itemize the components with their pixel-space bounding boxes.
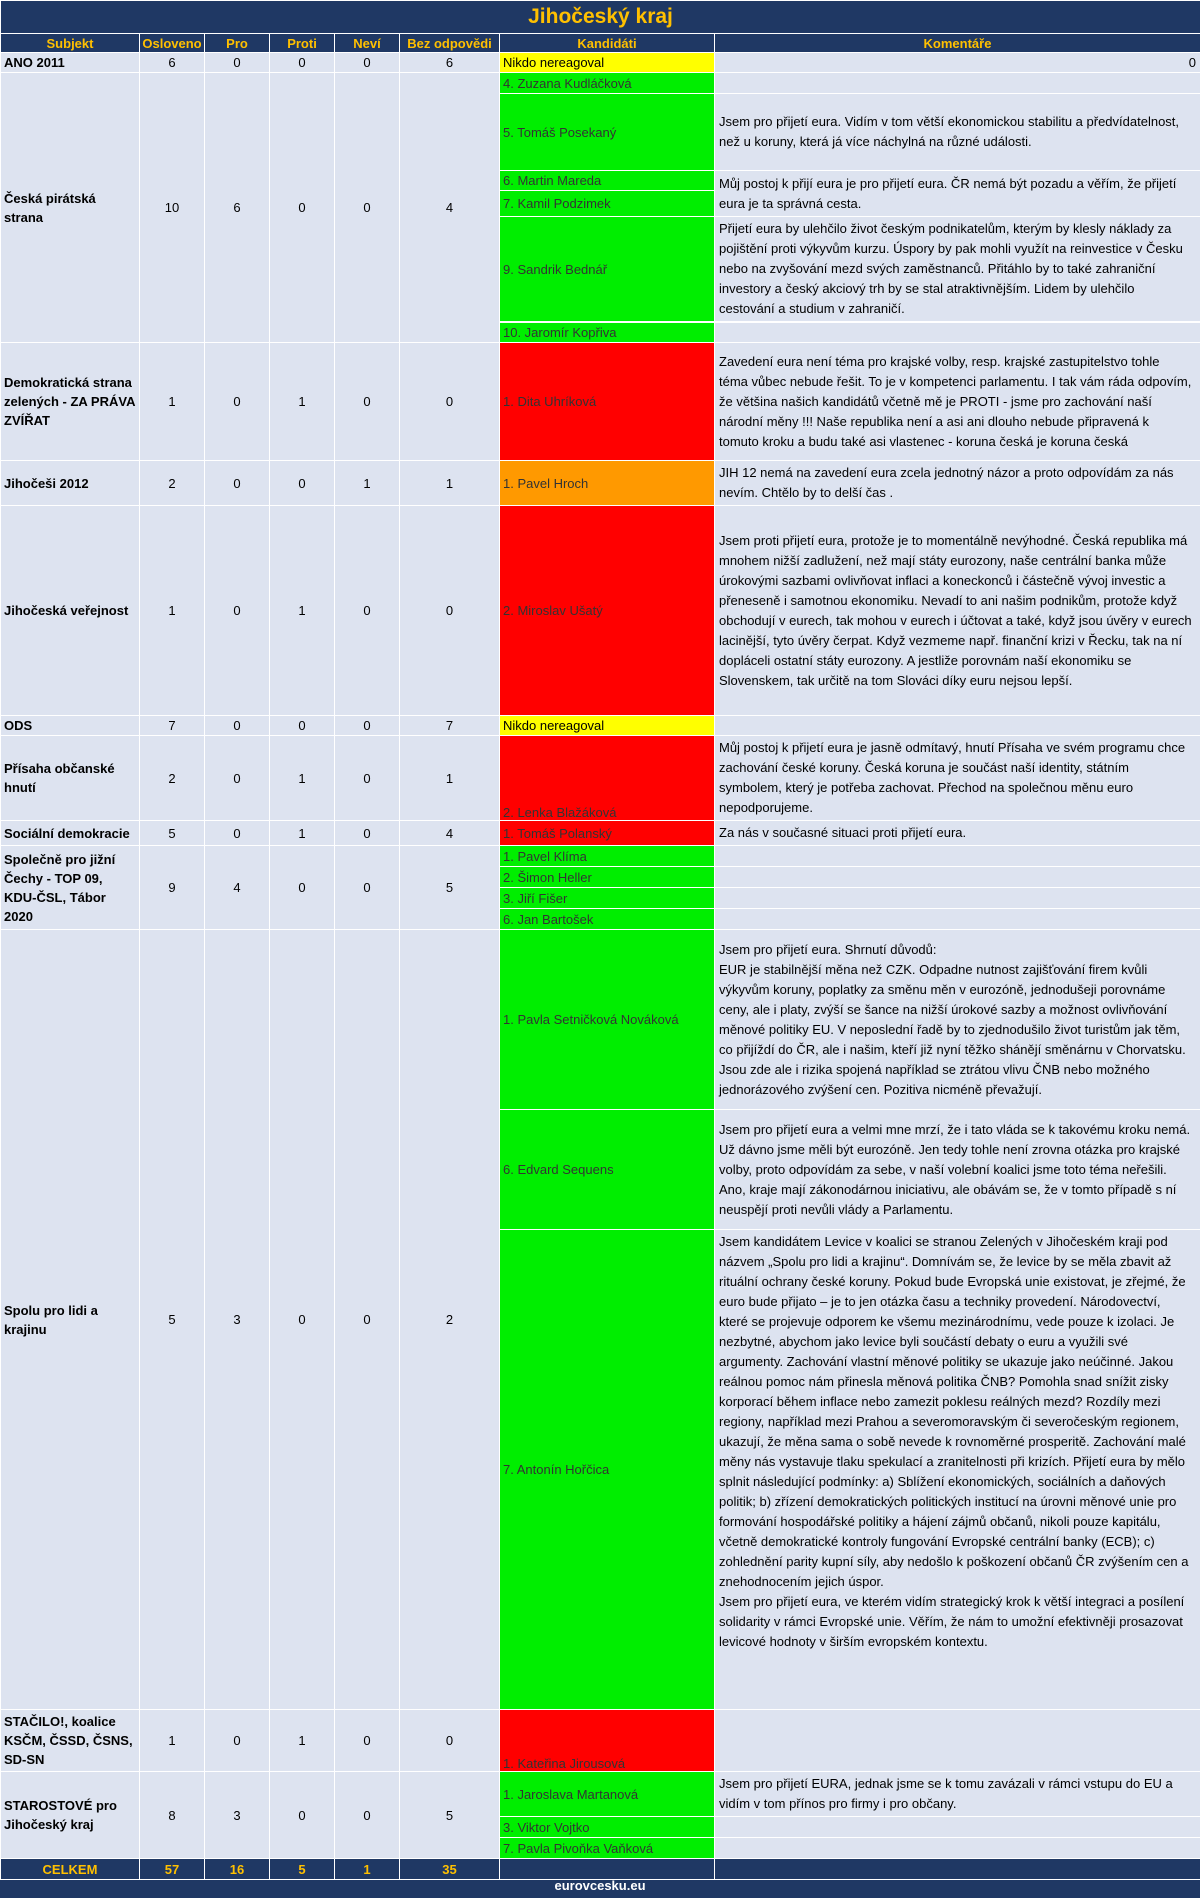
table-row (1, 821, 1200, 846)
candidate-cell: 1. Pavel Hroch (500, 461, 715, 506)
candidate-cell: 1. Pavel Klíma (500, 846, 715, 867)
pro-cell: 0 (205, 716, 270, 736)
footer-source: eurovcesku.eu (554, 1878, 646, 1893)
pro-cell: 6 (205, 73, 270, 343)
comment-cell: Jsem pro přijetí EURA, jednak jsme se k tomu zavázali v rámci vstupu do EU a vidím v tom přínos pro firmy i pro občany. (715, 1772, 1200, 1817)
candidate-cell: 7. Kamil Podzimek (500, 191, 715, 217)
comment-cell: Jsem proti přijetí eura, protože je to momentálně nevýhodné. Česká republika má mnohem nižší zadlužení, než mají státy eurozony, naše centrální banka může úrokovými sazbami ovlivňovat inflaci a koneckonců i částečně vývoj investic a přeneseně i samotnou ekonomiku. Nevadí to ani našim podnikům, protože když obchodují v eurech, tak mohou v eurech i účtovat a také, když jsou úvěry v eurech lacinější, tyto úvěry čerpat. Když vezmeme např. finanční krizi v Řecku, tak na ní dopláceli ostatní státy eurozony. A jestliže porovnám naší ekonomiku se Slovenskem, tak určitě na tom Slováci díky euru nejsou lepší. (715, 506, 1200, 716)
osloveno-cell: 5 (140, 930, 205, 1710)
comment-cell (715, 716, 1200, 736)
bez-odpovedi-cell: 5 (400, 1772, 500, 1859)
candidate-cell: 2. Šimon Heller (500, 867, 715, 888)
proti-cell: 0 (270, 716, 335, 736)
proti-cell: 0 (270, 73, 335, 343)
table-row (1, 716, 1200, 736)
table-row (1, 736, 1200, 821)
comment-cell (715, 1817, 1200, 1838)
subject-cell: Spolu pro lidi a krajinu (1, 930, 140, 1710)
comment-cell (715, 1710, 1200, 1772)
page-title: Jihočeský kraj (1, 1, 1200, 34)
table-row (1, 53, 1200, 73)
total-label: CELKEM (1, 1859, 140, 1880)
candidate-cell: 2. Miroslav Ušatý (500, 506, 715, 716)
subject-cell: Jihočeská veřejnost (1, 506, 140, 716)
candidate-cell: 1. Kateřina Jirousová (500, 1710, 715, 1772)
pro-cell: 0 (205, 461, 270, 506)
candidate-cell: 9. Sandrik Bednář (500, 217, 715, 322)
bez-odpovedi-cell: 4 (400, 73, 500, 343)
total-pro: 16 (205, 1859, 270, 1880)
total-nevi: 1 (335, 1859, 400, 1880)
subject-cell: Sociální demokracie (1, 821, 140, 846)
comment-cell (715, 73, 1200, 94)
total-kandidati-empty (500, 1859, 715, 1880)
nevi-cell: 0 (335, 53, 400, 73)
header-komentare: Komentáře (715, 34, 1200, 53)
nevi-cell: 0 (335, 930, 400, 1710)
subject-cell: Společně pro jižní Čechy - TOP 09, KDU-ČSL, Tábor 2020 (1, 846, 140, 930)
proti-cell: 1 (270, 821, 335, 846)
nevi-cell: 0 (335, 1772, 400, 1859)
bez-odpovedi-cell: 1 (400, 461, 500, 506)
comment-cell: Zavedení eura není téma pro krajské volby, resp. krajské zastupitelstvo tohle téma vůbec nebude řešit. To je v kompetenci parlamentu. I tak vám ráda odpovím, že většina našich kandidátů včetně mě je PROTI - jsme pro zachování naší národní měny !!! Naše republika není a asi ani dlouho nebude připravená k tomuto kroku a budu také asi vlastenec - koruna česká je koruna česká (715, 343, 1200, 461)
title-row (1, 1, 1200, 34)
proti-cell: 1 (270, 506, 335, 716)
header-row (1, 34, 1200, 53)
total-proti: 5 (270, 1859, 335, 1880)
table-row (1, 1772, 1200, 1817)
comment-cell: 0 (715, 53, 1200, 73)
candidate-cell: 1. Jaroslava Martanová (500, 1772, 715, 1817)
nevi-cell: 0 (335, 73, 400, 343)
table-row (1, 506, 1200, 716)
comment-cell: Jsem pro přijetí eura. Shrnutí důvodů: EUR je stabilnější měna než CZK. Odpadne nutnost zajišťování firem kvůli výkyvům koruny, poplatky za směnu měn v eurozóně, jednodušeji porovnáme ceny, ale i platy, zvýší se šance na nižší úrokové sazby a možnost ovlivňování měnové politiky EU. V neposlední řadě by to zjednodušilo život turistům jak těm, co přijíždí do ČR, ale i našim, kteří již nyní těžko shánějí směnárnu v Chorvatsku. Jsou zde ale i rizika spojená například se ztrátou vlivu ČNB nebo možného jednorázového zvýšení cen. Pozitiva nicméně převažují. (715, 930, 1200, 1110)
osloveno-cell: 2 (140, 461, 205, 506)
comment-cell (715, 909, 1200, 930)
osloveno-cell: 1 (140, 343, 205, 461)
bez-odpovedi-cell: 0 (400, 343, 500, 461)
candidate-cell: 3. Viktor Vojtko (500, 1817, 715, 1838)
pro-cell: 0 (205, 53, 270, 73)
candidate-cell: 3. Jiří Fišer (500, 888, 715, 909)
total-osloveno: 57 (140, 1859, 205, 1880)
nevi-cell: 0 (335, 1710, 400, 1772)
candidate-cell: 2. Lenka Blažáková (500, 736, 715, 821)
bez-odpovedi-cell: 0 (400, 506, 500, 716)
osloveno-cell: 1 (140, 1710, 205, 1772)
subject-cell: Jihočeši 2012 (1, 461, 140, 506)
header-nevi: Neví (335, 34, 400, 53)
header-proti: Proti (270, 34, 335, 53)
subject-cell: STAČILO!, koalice KSČM, ČSSD, ČSNS, SD-SN (1, 1710, 140, 1772)
proti-cell: 0 (270, 846, 335, 930)
table-row (1, 1710, 1200, 1772)
proti-cell: 0 (270, 461, 335, 506)
pro-cell: 4 (205, 846, 270, 930)
nevi-cell: 1 (335, 461, 400, 506)
osloveno-cell: 8 (140, 1772, 205, 1859)
subject-cell: ODS (1, 716, 140, 736)
candidate-cell: 7. Pavla Pivoňka Vaňková (500, 1838, 715, 1859)
comment-cell (715, 888, 1200, 909)
subject-cell: Demokratická strana zelených - ZA PRÁVA ZVÍŘAT (1, 343, 140, 461)
candidate-cell: 6. Edvard Sequens (500, 1110, 715, 1230)
candidate-cell: 6. Martin Mareda (500, 171, 715, 191)
bez-odpovedi-cell: 7 (400, 716, 500, 736)
candidate-cell: 7. Antonín Hořčica (500, 1230, 715, 1710)
table-row (1, 846, 1200, 867)
comment-cell (715, 1838, 1200, 1859)
comment-cell: Za nás v současné situaci proti přijetí eura. (715, 821, 1200, 846)
osloveno-cell: 9 (140, 846, 205, 930)
table-row (1, 73, 1200, 94)
osloveno-cell: 6 (140, 53, 205, 73)
candidate-cell: Nikdo nereagoval (500, 716, 715, 736)
comment-cell: JIH 12 nemá na zavedení eura zcela jednotný názor a proto odpovídám za nás nevím. Chtělo by to delší čas . (715, 461, 1200, 506)
table-row (1, 343, 1200, 461)
header-osloveno: Osloveno (140, 34, 205, 53)
total-row (1, 1859, 1200, 1880)
nevi-cell: 0 (335, 506, 400, 716)
osloveno-cell: 1 (140, 506, 205, 716)
comment-cell (715, 323, 1200, 343)
osloveno-cell: 5 (140, 821, 205, 846)
bez-odpovedi-cell: 6 (400, 53, 500, 73)
pro-cell: 3 (205, 1772, 270, 1859)
candidate-cell: 6. Jan Bartošek (500, 909, 715, 930)
bez-odpovedi-cell: 2 (400, 930, 500, 1710)
header-kandidati: Kandidáti (500, 34, 715, 53)
osloveno-cell: 2 (140, 736, 205, 821)
nevi-cell: 0 (335, 846, 400, 930)
table-row (1, 461, 1200, 506)
comment-cell: Jsem pro přijetí eura a velmi mne mrzí, že i tato vláda se k takovému kroku nemá. Už dávno jsme měli být eurozóně. Jen tedy tohle není zrovna otázka pro krajské volby, proto odpovídám za sebe, v naší volební koalici jsme toto téma neřešili. Ano, kraje mají zákonodárnou iniciativu, ale obávám se, že v tomto případě s ní neuspějí proti nevůli vlády a Parlamentu. (715, 1110, 1200, 1230)
comment-cell: Můj postoj k přijetí eura je jasně odmítavý, hnutí Přísaha ve svém programu chce zachování české koruny. Česká koruna je součást naší identity, státním symbolem, který je potřeba zachovat. Přechod na společnou měnu euro nepodporujeme. (715, 736, 1200, 821)
comment-cell: Přijetí eura by ulehčilo život českým podnikatelům, kterým by klesly náklady za pojištění proti výkyvům kurzu. Úspory by pak mohli využít na reinvestice v Česku nebo na zvyšování mezd svých zaměstnanců. Přitáhlo by to také zahraniční investory a český akciový trh by se stal atraktivnějším. Lidem by ulehčilo cestování a studium v zahraničí. (715, 217, 1200, 322)
osloveno-cell: 10 (140, 73, 205, 343)
bez-odpovedi-cell: 1 (400, 736, 500, 821)
header-bez-odpovedi: Bez odpovědi (400, 34, 500, 53)
proti-cell: 0 (270, 930, 335, 1710)
comment-cell (715, 867, 1200, 888)
nevi-cell: 0 (335, 821, 400, 846)
candidate-cell: 4. Zuzana Kudláčková (500, 73, 715, 94)
candidate-cell: 1. Pavla Setničková Nováková (500, 930, 715, 1110)
pro-cell: 0 (205, 821, 270, 846)
comment-cell: Jsem kandidátem Levice v koalici se stranou Zelených v Jihočeském kraji pod názvem „Spolu pro lidi a krajinu“. Domnívám se, že levice by se měla zbavit až rituální ochrany české koruny. Pokud bude Evropská unie existovat, je zřejmé, že euro bude přijato – je to jen otázka času a techniky provedení. Národovectví, které se projevuje odporem ke všemu mezinárodnímu, vede pouze k izolaci. Je nezbytné, abychom jako levice byli součástí debaty o euru a využili své argumenty. Zachování vlastní měnové politiky se ukazuje jako neúčinné. Jakou reálnou pomoc nám přinesla měnová politika ČNB? Pomohla snad snížit zisky korporací během inflace nebo zamezit poklesu reálných mezd? Rozdíly mezi regiony, například mezi Prahou a severomoravským či severočeským regionem, ukazují, že měna sama o sobě nevede k rovnoměrné prosperitě. Zachování malé měny nás vystavuje tlaku spekulací a zranitelnosti při krizích. Přijetí eura by mělo splnit následující podmínky: a) Sblížení ekonomických, sociálních a daňových politik; b) zřízení demokratických politických institucí na úrovni měnové unie pro formování hospodářské politiky a hájení zájmů občanů, nikoli pouze kapitálu, včetně demokratické kontroly fungování Evropské centrální banky (ECB); c) zohlednění parity kupní síly, aby nedošlo k poškození občanů ČR zvýšením cen a znehodnocením jejich úspor. Jsem pro přijetí eura, ve kterém vidím strategický krok k větší integraci a posílení solidarity v rámci Evropské unie. Věřím, že nám to umožní efektivněji prosazovat levicové hodnoty v širším evropském kontextu. (715, 1230, 1200, 1710)
candidate-cell: 10. Jaromír Kopřiva (500, 323, 715, 343)
total-komentare-empty (715, 1859, 1200, 1880)
candidate-cell: 5. Tomáš Posekaný (500, 94, 715, 171)
table-row (1, 930, 1200, 1110)
comment-cell: Jsem pro přijetí eura. Vidím v tom větší ekonomickou stabilitu a předvídatelnost, než u koruny, která já více náchylná na různé události. (715, 94, 1200, 171)
candidate-cell: 1. Dita Uhríková (500, 343, 715, 461)
total-bez-odpovedi: 35 (400, 1859, 500, 1880)
osloveno-cell: 7 (140, 716, 205, 736)
bez-odpovedi-cell: 4 (400, 821, 500, 846)
header-subject: Subjekt (1, 34, 140, 53)
comment-cell (715, 846, 1200, 867)
pro-cell: 0 (205, 506, 270, 716)
proti-cell: 0 (270, 53, 335, 73)
subject-cell: STAROSTOVÉ pro Jihočeský kraj (1, 1772, 140, 1859)
nevi-cell: 0 (335, 736, 400, 821)
subject-cell: ANO 2011 (1, 53, 140, 73)
candidate-cell: Nikdo nereagoval (500, 53, 715, 73)
candidate-cell: 1. Tomáš Polanský (500, 821, 715, 846)
proti-cell: 1 (270, 1710, 335, 1772)
pro-cell: 3 (205, 930, 270, 1710)
bez-odpovedi-cell: 5 (400, 846, 500, 930)
nevi-cell: 0 (335, 343, 400, 461)
subject-cell: Přísaha občanské hnutí (1, 736, 140, 821)
proti-cell: 1 (270, 736, 335, 821)
proti-cell: 0 (270, 1772, 335, 1859)
pro-cell: 0 (205, 736, 270, 821)
bez-odpovedi-cell: 0 (400, 1710, 500, 1772)
header-pro: Pro (205, 34, 270, 53)
subject-cell: Česká pirátská strana (1, 73, 140, 343)
comment-cell: Můj postoj k přijí eura je pro přijetí eura. ČR nemá být pozadu a věřím, že přijetí eura je ta správná cesta. (715, 171, 1200, 217)
pro-cell: 0 (205, 1710, 270, 1772)
pro-cell: 0 (205, 343, 270, 461)
proti-cell: 1 (270, 343, 335, 461)
nevi-cell: 0 (335, 716, 400, 736)
